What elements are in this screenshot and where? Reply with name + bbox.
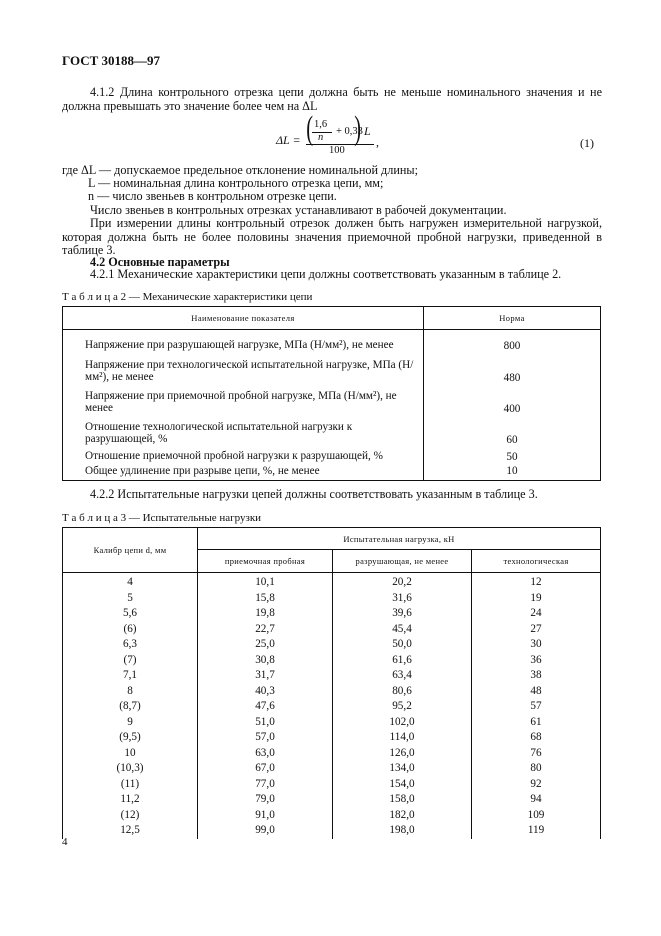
table-row bbox=[63, 330, 601, 352]
page-number: 4 bbox=[62, 836, 68, 848]
table3-cell-tech: 24 bbox=[472, 606, 601, 622]
table2-row-value: 800 bbox=[424, 330, 601, 352]
table3-cell-caliber: 12,5 bbox=[63, 823, 198, 839]
table2-row-value: 50 bbox=[424, 446, 601, 463]
table3-cell-accept: 63,0 bbox=[198, 746, 333, 762]
table2-row-name: Напряжение при технологической испытательной нагрузке, МПа (Н/мм²), не менее bbox=[63, 352, 424, 384]
paragraph-4-2-2: 4.2.2 Испытательные нагрузки цепей должны соответствовать указанным в таблице 3. bbox=[90, 487, 538, 501]
table3-cell-tech: 38 bbox=[472, 668, 601, 684]
table3-cell-caliber: 7,1 bbox=[63, 668, 198, 684]
table-row bbox=[63, 792, 601, 808]
table-row bbox=[63, 699, 601, 715]
table-row bbox=[63, 622, 601, 638]
table3-cell-tech: 61 bbox=[472, 715, 601, 731]
where-line-1: где ΔL — допускаемое предельное отклонение номинальной длины; bbox=[62, 163, 418, 177]
table3-cell-break: 45,4 bbox=[333, 622, 472, 638]
table-2 bbox=[62, 306, 601, 481]
formula-right-paren: ) bbox=[354, 110, 362, 147]
table2-row-name: Напряжение при разрушающей нагрузке, МПа (Н/мм²), не менее bbox=[63, 330, 424, 352]
table3-cell-break: 154,0 bbox=[333, 777, 472, 793]
table3-cell-caliber: 5 bbox=[63, 591, 198, 607]
table2-row-value: 480 bbox=[424, 352, 601, 384]
table3-cell-tech: 68 bbox=[472, 730, 601, 746]
table3-cell-break: 182,0 bbox=[333, 808, 472, 824]
table2-row-name: Отношение приемочной пробной нагрузки к разрушающей, % bbox=[63, 446, 424, 463]
table3-cell-caliber: 6,3 bbox=[63, 637, 198, 653]
table3-cell-tech: 27 bbox=[472, 622, 601, 638]
document-header: ГОСТ 30188—97 bbox=[62, 53, 161, 68]
table3-cell-accept: 91,0 bbox=[198, 808, 333, 824]
table3-cell-break: 80,6 bbox=[333, 684, 472, 700]
table3-cell-accept: 77,0 bbox=[198, 777, 333, 793]
table2-col-name: Наименование показателя bbox=[63, 307, 424, 330]
table-row bbox=[63, 573, 601, 591]
table2-row-value: 60 bbox=[424, 415, 601, 446]
table3-cell-break: 134,0 bbox=[333, 761, 472, 777]
table3-cell-caliber: (11) bbox=[63, 777, 198, 793]
table-row bbox=[63, 668, 601, 684]
table3-cell-caliber: 4 bbox=[63, 573, 198, 591]
table-row bbox=[63, 637, 601, 653]
table3-cell-tech: 80 bbox=[472, 761, 601, 777]
table-row bbox=[63, 384, 601, 415]
paragraph-links: Число звеньев в контрольных отрезках устанавливают в рабочей документации. bbox=[90, 203, 507, 217]
where-line-2: L — номинальная длина контрольного отрезка цепи, мм; bbox=[88, 176, 384, 190]
formula-number: (1) bbox=[580, 136, 594, 150]
paragraph-4-2-1: 4.2.1 Механические характеристики цепи должны соответствовать указанным в таблице 2. bbox=[90, 267, 562, 281]
table3-cell-caliber: (7) bbox=[63, 653, 198, 669]
table3-col-break: разрушающая, не менее bbox=[333, 550, 472, 573]
paragraph-4-1-2: 4.1.2 Длина контрольного отрезка цепи должна быть не меньше номинального значения и не должна превышать это значение более чем на ΔL bbox=[62, 85, 602, 113]
table3-cell-tech: 76 bbox=[472, 746, 601, 762]
table3-cell-accept: 30,8 bbox=[198, 653, 333, 669]
table3-cell-tech: 119 bbox=[472, 823, 601, 839]
paragraph-measure: При измерении длины контрольный отрезок должен быть нагружен измерительной нагрузкой, которая должна быть не более половины значения приемочной пробной нагрузки, приведенной в таблице 3. bbox=[62, 216, 602, 258]
table3-cell-break: 95,2 bbox=[333, 699, 472, 715]
formula-comma: , bbox=[376, 135, 379, 149]
table2-row-value: 10 bbox=[424, 463, 601, 481]
table3-cell-accept: 51,0 bbox=[198, 715, 333, 731]
table3-cell-break: 158,0 bbox=[333, 792, 472, 808]
table-row bbox=[63, 808, 601, 824]
table2-row-name: Отношение технологической испытательной нагрузки к разрушающей, % bbox=[63, 415, 424, 446]
table3-cell-accept: 67,0 bbox=[198, 761, 333, 777]
table3-cell-tech: 36 bbox=[472, 653, 601, 669]
table3-cell-caliber: (6) bbox=[63, 622, 198, 638]
table3-cell-accept: 40,3 bbox=[198, 684, 333, 700]
table3-cell-caliber: 5,6 bbox=[63, 606, 198, 622]
table3-col-accept: приемочная пробная bbox=[198, 550, 333, 573]
table3-cell-tech: 57 bbox=[472, 699, 601, 715]
table3-cell-tech: 48 bbox=[472, 684, 601, 700]
table-row bbox=[63, 415, 601, 446]
table3-cell-tech: 12 bbox=[472, 573, 601, 591]
table3-cell-accept: 15,8 bbox=[198, 591, 333, 607]
table3-cell-break: 102,0 bbox=[333, 715, 472, 731]
formula-num-b: n bbox=[318, 132, 324, 143]
table-row bbox=[63, 730, 601, 746]
table2-row-value: 400 bbox=[424, 384, 601, 415]
table2-col-norm: Норма bbox=[424, 307, 601, 330]
table-row bbox=[63, 823, 601, 839]
table-row bbox=[63, 715, 601, 731]
table3-cell-accept: 47,6 bbox=[198, 699, 333, 715]
table-row bbox=[63, 746, 601, 762]
table3-cell-accept: 99,0 bbox=[198, 823, 333, 839]
table3-cell-accept: 25,0 bbox=[198, 637, 333, 653]
table3-cell-break: 63,4 bbox=[333, 668, 472, 684]
table3-cell-caliber: (10,3) bbox=[63, 761, 198, 777]
table-row bbox=[63, 777, 601, 793]
table3-cell-caliber: 9 bbox=[63, 715, 198, 731]
table3-cell-caliber: (8,7) bbox=[63, 699, 198, 715]
table3-cell-tech: 92 bbox=[472, 777, 601, 793]
table-3 bbox=[62, 527, 601, 839]
section-4-2-title: 4.2 Основные параметры bbox=[90, 255, 230, 269]
table3-cell-accept: 31,7 bbox=[198, 668, 333, 684]
formula-den: 100 bbox=[329, 145, 345, 156]
table3-cell-break: 61,6 bbox=[333, 653, 472, 669]
table3-cell-accept: 10,1 bbox=[198, 573, 333, 591]
table3-cell-caliber: (12) bbox=[63, 808, 198, 824]
table3-cell-tech: 94 bbox=[472, 792, 601, 808]
table-row bbox=[63, 653, 601, 669]
table3-cell-accept: 19,8 bbox=[198, 606, 333, 622]
where-line-3: n — число звеньев в контрольном отрезке цепи. bbox=[88, 189, 337, 203]
table3-cell-accept: 57,0 bbox=[198, 730, 333, 746]
table-row bbox=[63, 684, 601, 700]
table3-cell-caliber: 8 bbox=[63, 684, 198, 700]
formula-lhs: ΔL = bbox=[276, 133, 301, 147]
table2-caption: Т а б л и ц а 2 — Механические характеристики цепи bbox=[62, 291, 313, 303]
table3-cell-break: 31,6 bbox=[333, 591, 472, 607]
table3-cell-break: 126,0 bbox=[333, 746, 472, 762]
table-row bbox=[63, 446, 601, 463]
table-row bbox=[63, 463, 601, 481]
formula-num-a: 1,6 bbox=[314, 119, 328, 130]
table3-cell-break: 114,0 bbox=[333, 730, 472, 746]
table3-cell-break: 198,0 bbox=[333, 823, 472, 839]
table3-cell-break: 39,6 bbox=[333, 606, 472, 622]
table3-cell-tech: 30 bbox=[472, 637, 601, 653]
table-row bbox=[63, 761, 601, 777]
formula-L: L bbox=[364, 124, 371, 138]
table3-body bbox=[63, 573, 601, 839]
table3-cell-accept: 79,0 bbox=[198, 792, 333, 808]
table3-cell-caliber: (9,5) bbox=[63, 730, 198, 746]
table3-col-group: Испытательная нагрузка, кН bbox=[198, 528, 601, 550]
formula-plus: + 0,33 bbox=[336, 126, 363, 137]
table3-col-caliber: Калибр цепи d, мм bbox=[63, 528, 198, 573]
table2-row-name: Общее удлинение при разрыве цепи, %, не менее bbox=[63, 463, 424, 481]
table3-caption: Т а б л и ц а 3 — Испытательные нагрузки bbox=[62, 512, 262, 524]
table-row bbox=[63, 606, 601, 622]
table2-row-name: Напряжение при приемочной пробной нагрузке, МПа (Н/мм²), не менее bbox=[63, 384, 424, 415]
table3-cell-break: 20,2 bbox=[333, 573, 472, 591]
table3-cell-caliber: 11,2 bbox=[63, 792, 198, 808]
table-row bbox=[63, 352, 601, 384]
table3-cell-caliber: 10 bbox=[63, 746, 198, 762]
table3-cell-tech: 19 bbox=[472, 591, 601, 607]
table3-cell-tech: 109 bbox=[472, 808, 601, 824]
table3-cell-accept: 22,7 bbox=[198, 622, 333, 638]
table3-cell-break: 50,0 bbox=[333, 637, 472, 653]
table-row bbox=[63, 591, 601, 607]
formula-left-paren: ( bbox=[306, 110, 314, 147]
table3-col-tech: технологическая bbox=[472, 550, 601, 573]
